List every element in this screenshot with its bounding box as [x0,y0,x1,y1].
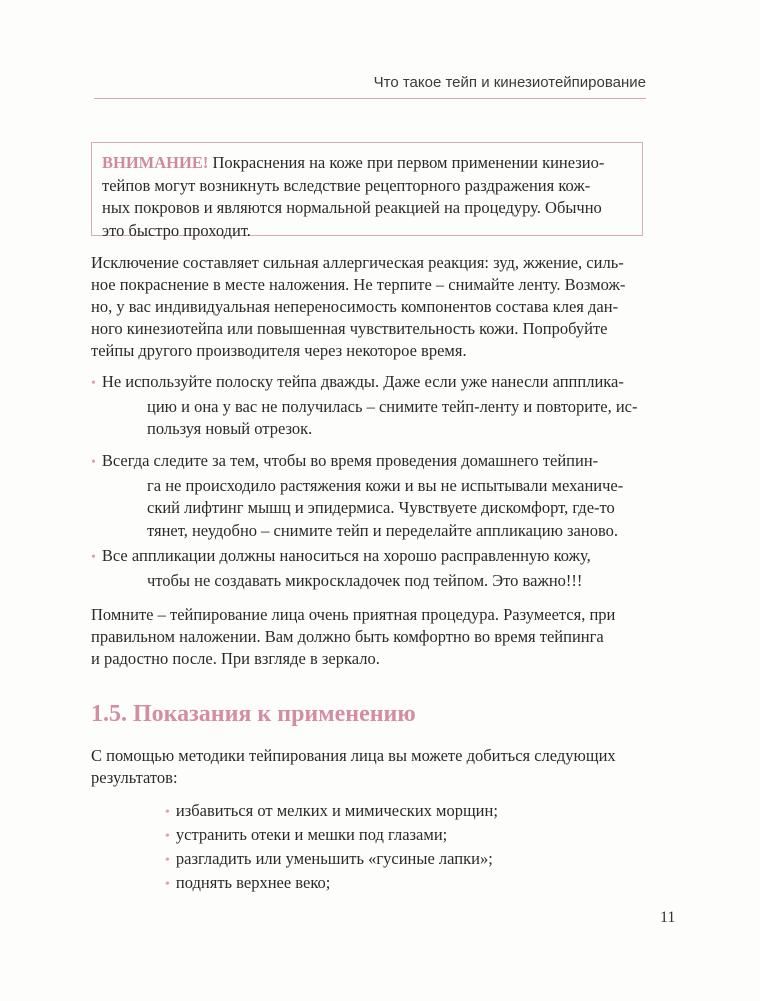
bullet-icon: • [165,805,170,820]
text-line: Исключение составляет сильная аллергическая реакция: зуд, жжение, силь- [91,253,624,272]
list-item [165,800,498,824]
bullet-icon: • [91,376,96,391]
rule-item [91,450,646,542]
intro-paragraph [91,745,646,789]
list-item [165,824,498,848]
remember-paragraph [91,604,646,670]
list-item-text: поднять верхнее веко; [175,873,331,892]
text-line: ное покраснение в месте наложения. Не терпите – снимайте ленту. Возмож- [91,275,626,294]
bullet-icon: • [165,829,170,844]
list-item-text: избавиться от мелких и мимических морщин; [175,801,498,820]
rule-text: Всегда следите за тем, чтобы во время проведения домашнего тейпин- [101,451,599,470]
rule-text: чтобы не создавать микроскладочек под тейпом. Это важно!!! [147,570,583,590]
rule-item [91,371,646,441]
bullet-icon: • [91,455,96,470]
warning-text-line: это быстро проходит. [102,220,251,240]
rule-text: пользуя новый отрезок. [147,419,313,438]
list-item [165,848,498,872]
bullet-icon: • [91,550,96,565]
rule-text: тянет, неудобно – снимите тейп и переделайте аппликацию заново. [147,520,618,540]
text-line: правильном наложении. Вам должно быть комфортно во время тейпинга [91,627,604,646]
results-list [165,800,498,896]
rule-item [91,545,646,592]
text-line: Помните – тейпирование лица очень приятная процедура. Разумеется, при [91,605,616,624]
text-line: результатов: [91,768,178,787]
list-item-text: устранить отеки и мешки под глазами; [175,825,448,844]
text-line: но, у вас индивидуальная непереносимость компонентов состава клея дан- [91,297,619,316]
list-item [165,872,498,896]
text-line: и радостно после. При взгляде в зеркало. [91,649,380,668]
rule-text: цию и она у вас не получилась – снимите тейп-ленту и повторите, ис- [147,396,638,416]
bullet-icon: • [165,877,170,892]
text-line: С помощью методики тейпирования лица вы можете добиться следующих [91,746,616,765]
rule-text: Все аппликации должны наноситься на хорошо расправленную кожу, [101,546,591,565]
page-number: 11 [660,909,676,926]
warning-label: ВНИМАНИЕ! [102,153,209,172]
bullet-icon: • [165,853,170,868]
warning-text-line: тейпов могут возникнуть вследствие рецепторного раздражения кож- [102,175,591,195]
running-header: Что такое тейп и кинезиотейпирование [373,74,646,91]
section-heading: 1.5. Показания к применению [91,701,416,727]
list-item-text: разгладить или уменьшить «гусиные лапки»; [175,849,493,868]
warning-text-line: ных покровов и являются нормальной реакцией на процедуру. Обычно [102,198,602,217]
warning-text-line: Покраснения на коже при первом применении кинезио- [212,153,605,172]
rule-text: га не происходило растяжения кожи и вы не испытывали механиче- [147,475,624,495]
text-line: ного кинезиотейпа или повышенная чувствительность кожи. Попробуйте [91,319,608,338]
rule-text: Не используйте полоску тейпа дважды. Даже если уже нанесли аппплика- [101,372,624,391]
rule-text: ский лифтинг мышц и эпидермиса. Чувствуете дискомфорт, где-то [147,498,615,517]
allergy-paragraph [91,252,646,362]
text-line: тейпы другого производителя через некоторое время. [91,341,467,360]
header-rule [94,98,646,99]
warning-box [91,142,643,240]
